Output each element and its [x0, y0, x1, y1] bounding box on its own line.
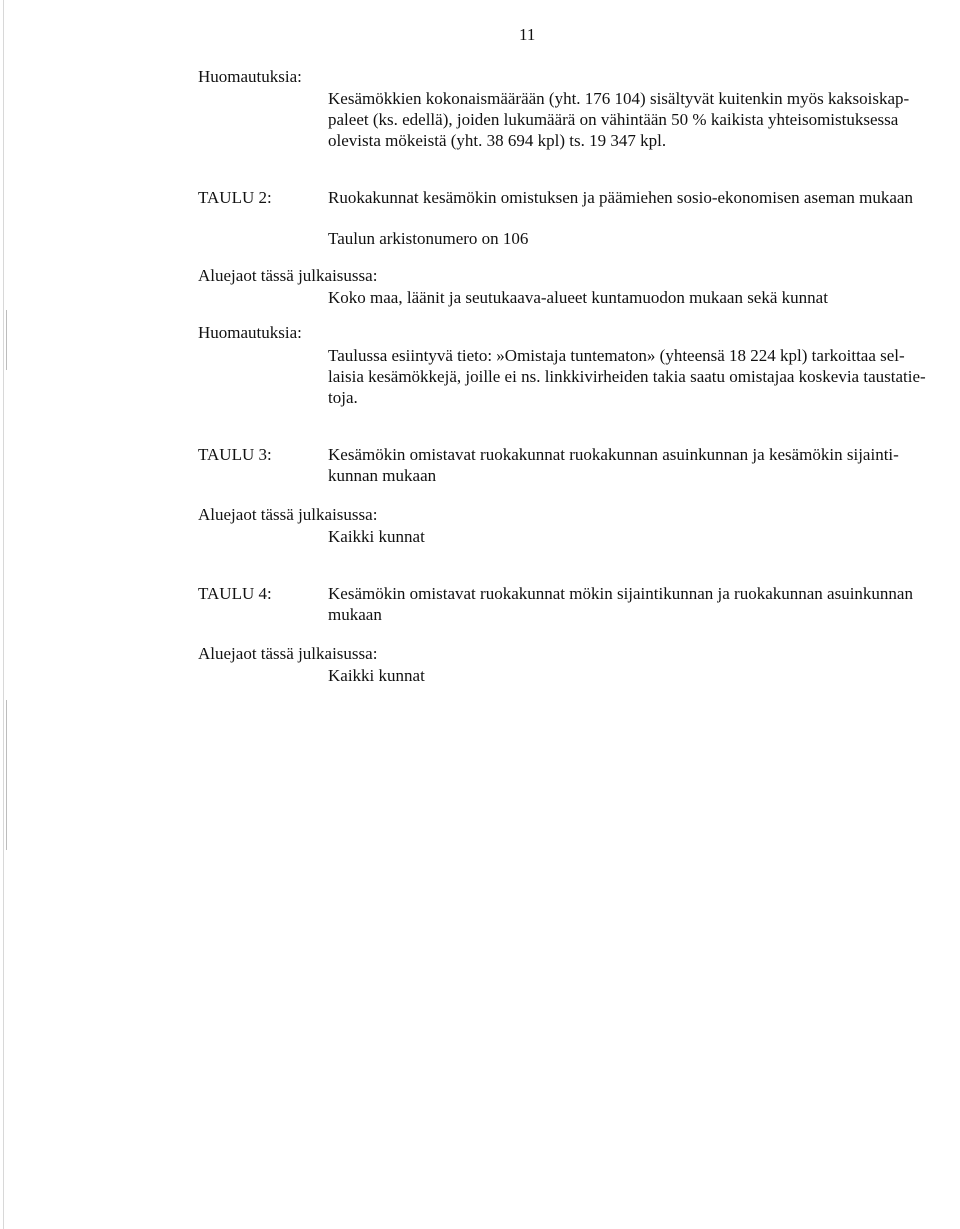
table-2-regions: Koko maa, läänit ja seutukaava-alueet kuntamuodon mukaan sekä kunnat — [328, 288, 828, 307]
table-4-regions: Kaikki kunnat — [328, 666, 425, 685]
table-4-label: TAULU 4: — [198, 584, 272, 603]
notes-paragraph — [328, 88, 960, 151]
scan-mark — [6, 700, 7, 850]
scan-left-edge — [3, 0, 4, 1229]
title-line: Kesämökin omistavat ruokakunnat ruokakunnan asuinkunnan ja kesämökin sijainti- — [328, 445, 899, 464]
notes-line: laisia kesämökkejä, joille ei ns. linkkivirheiden takia saatu omistajaa koskevia taustatie- — [328, 367, 926, 386]
title-line: mukaan — [328, 605, 382, 624]
table-4-regions-label: Aluejaot tässä julkaisussa: — [198, 644, 378, 663]
notes-line: Taulussa esiintyvä tieto: »Omistaja tuntematon» (yhteensä 18 224 kpl) tarkoittaa sel- — [328, 346, 905, 365]
table-2-notes — [328, 345, 960, 408]
title-line: kunnan mukaan — [328, 466, 437, 485]
table-2-regions-label: Aluejaot tässä julkaisussa: — [198, 266, 378, 285]
notes-line: toja. — [328, 388, 358, 407]
table-4-title — [328, 583, 960, 625]
notes-line: Kesämökkien kokonaismäärään (yht. 176 104) sisältyvät kuitenkin myös kaksoiskap- — [328, 89, 910, 108]
table-2-notes-label: Huomautuksia: — [198, 323, 302, 342]
table-3-regions: Kaikki kunnat — [328, 527, 425, 546]
table-2-label: TAULU 2: — [198, 188, 272, 207]
scan-mark — [6, 310, 7, 370]
notes-line: olevista mökeistä (yht. 38 694 kpl) ts. 19 347 kpl. — [328, 131, 667, 150]
notes-label: Huomautuksia: — [198, 67, 302, 86]
notes-line: paleet (ks. edellä), joiden lukumäärä on vähintään 50 % kaikista yhteisomistuksessa — [328, 110, 899, 129]
table-2-title: Ruokakunnat kesämökin omistuksen ja päämiehen sosio-ekonomisen aseman mukaan — [328, 188, 913, 207]
table-3-regions-label: Aluejaot tässä julkaisussa: — [198, 505, 378, 524]
title-line: Kesämökin omistavat ruokakunnat mökin sijaintikunnan ja ruokakunnan asuinkunnan — [328, 584, 913, 603]
page-number: 11 — [519, 25, 536, 44]
table-3-title — [328, 444, 960, 486]
table-2-archive-number: Taulun arkistonumero on 106 — [328, 229, 529, 248]
table-3-label: TAULU 3: — [198, 445, 272, 464]
